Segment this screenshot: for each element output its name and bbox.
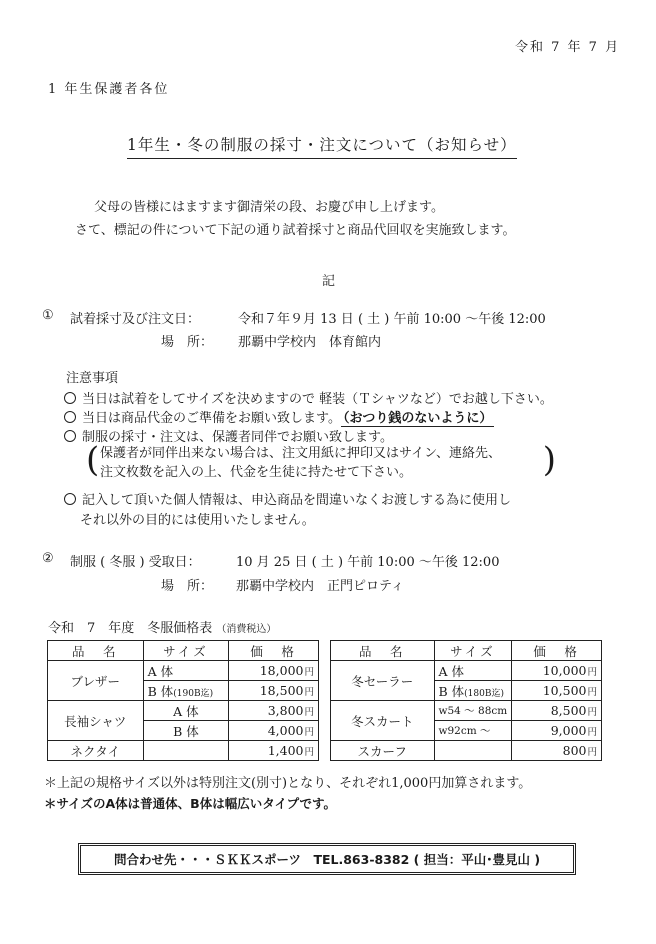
circle-bullet-icon: [64, 430, 76, 442]
addressee: 1 年生保護者各位: [48, 82, 170, 97]
size-note: (190B迄): [173, 688, 214, 699]
section-2-place-value: 那覇中学校内 正門ピロティ: [236, 579, 404, 594]
item-size: [434, 661, 512, 681]
size-label: A 体: [147, 663, 174, 679]
yen-unit: 円: [304, 747, 314, 758]
item-size: [434, 741, 512, 761]
item-price: [512, 741, 602, 761]
header-name: 品 名: [48, 641, 144, 661]
header-price: 価 格: [512, 641, 602, 661]
price-value: 10,000: [542, 663, 587, 678]
price-value: 18,500: [259, 683, 304, 698]
price-value: 18,000: [259, 663, 304, 678]
table-header-row: [48, 641, 319, 661]
item-size: [143, 741, 229, 761]
item-price: [512, 721, 602, 741]
yen-unit: 円: [587, 727, 597, 738]
circle-bullet-icon: [64, 411, 76, 423]
price-table-title: [48, 617, 276, 636]
table-header-row: [331, 641, 602, 661]
yen-unit: 円: [587, 747, 597, 758]
circle-bullet-icon: [64, 493, 76, 505]
item-price: [229, 701, 319, 721]
item-price: [229, 741, 319, 761]
yen-unit: 円: [304, 687, 314, 698]
note-item-2: [64, 407, 494, 426]
item-name: ネクタイ: [48, 741, 144, 761]
table-row: [331, 701, 602, 721]
document-date: 令和 7 年 7 月: [515, 40, 621, 55]
item-name: スカーフ: [331, 741, 435, 761]
table-row: [331, 661, 602, 681]
note-item-3-parenthetical: [86, 440, 556, 480]
header-price: 価 格: [229, 641, 319, 661]
header-name: 品 名: [331, 641, 435, 661]
right-paren: ): [542, 440, 556, 480]
footnote-2: ＊サイズのA体は普通体、B体は幅広いタイプです。: [44, 796, 336, 811]
note-item-4: [64, 489, 511, 508]
table-row: [331, 741, 602, 761]
paren-line-1: 保護者が同伴出来ない場合は、注文用紙に押印又はサイン、連絡先、: [100, 446, 502, 461]
footnote-1: ＊上記の規格サイズ以外は特別注文(別寸)となり、それぞれ1,000円加算されます。: [44, 776, 532, 791]
item-size: w54 ～ 88cm: [434, 701, 512, 721]
circle-bullet-icon: [64, 392, 76, 404]
greeting-line-1: 父母の皆様にはますます御清栄の段、お慶び申し上げます。: [94, 200, 444, 215]
section-2-label: 制服 ( 冬服 ) 受取日：: [70, 555, 201, 570]
size-label: B 体: [147, 683, 174, 699]
item-size: [143, 681, 229, 701]
price-table-right: [330, 640, 602, 761]
table-row: [48, 741, 319, 761]
yen-unit: 円: [587, 687, 597, 698]
section-1-place-label: 場 所：: [161, 335, 214, 350]
tax-note: （消費税込）: [216, 624, 277, 635]
ki-heading: 記: [322, 274, 336, 289]
note-item-1-text: 当日は試着をしてサイズを決めますので 軽装（Ｔシャツなど）でお越し下さい。: [82, 392, 553, 407]
price-table-title-text: 令和 7 年度 冬服価格表: [48, 621, 213, 636]
price-value: 10,500: [542, 683, 587, 698]
yen-unit: 円: [304, 667, 314, 678]
section-1-place-value: 那覇中学校内 体育館内: [238, 335, 382, 350]
greeting-line-2: さて、標記の件について下記の通り試着採寸と商品代回収を実施致します。: [75, 223, 516, 238]
item-price: [512, 681, 602, 701]
table-row: [48, 661, 319, 681]
item-name: ブレザー: [48, 661, 144, 701]
section-2-datetime: 10 月 25 日 ( 土 ) 午前 10:00 ～午後 12:00: [236, 555, 500, 570]
price-value: 8,500: [550, 703, 587, 718]
item-size: [143, 661, 229, 681]
section-1-datetime: 令和７年９月 13 日 ( 土 ) 午前 10:00 ～午後 12:00: [238, 312, 546, 327]
item-size: w92cm ～: [434, 721, 512, 741]
section-2-number: ②: [42, 551, 54, 566]
yen-unit: 円: [587, 667, 597, 678]
price-value: 4,000: [267, 723, 304, 738]
item-name: 冬セーラー: [331, 661, 435, 701]
item-price: [229, 721, 319, 741]
note-item-4-text-1: 記入して頂いた個人情報は、申込商品を間違いなくお渡しする為に使用し: [82, 493, 512, 508]
paren-line-2: 注文枚数を記入の上、代金を生徒に持たせて下さい。: [100, 465, 413, 480]
item-price: [229, 661, 319, 681]
note-item-4-text-2: それ以外の目的には使用いたしません。: [80, 513, 315, 528]
note-item-2-highlight: （おつり銭のないように）: [342, 411, 493, 426]
section-1-label: 試着採寸及び注文日：: [70, 312, 201, 327]
item-price: [512, 701, 602, 721]
item-size: [434, 681, 512, 701]
note-item-3-text: 制服の採寸・注文は、保護者同伴でお願い致します。: [82, 430, 393, 445]
item-size: A 体: [143, 701, 229, 721]
section-1-number: ①: [42, 308, 54, 323]
item-name: 長袖シャツ: [48, 701, 144, 741]
price-value: 9,000: [550, 723, 587, 738]
header-size: サイズ: [434, 641, 512, 661]
size-note: (180B迄): [464, 688, 504, 699]
price-value: 800: [562, 743, 587, 758]
header-size: サイズ: [143, 641, 229, 661]
yen-unit: 円: [304, 727, 314, 738]
size-label: A 体: [438, 663, 465, 679]
price-value: 1,400: [267, 743, 304, 758]
yen-unit: 円: [304, 707, 314, 718]
table-row: [48, 701, 319, 721]
size-label: B 体: [438, 683, 465, 699]
item-size: B 体: [143, 721, 229, 741]
yen-unit: 円: [587, 707, 597, 718]
left-paren: (: [86, 440, 100, 480]
note-item-2-text: 当日は商品代金のご準備をお願い致します。: [82, 411, 341, 426]
contact-box: [78, 843, 576, 875]
item-name: 冬スカート: [331, 701, 435, 741]
notes-heading: 注意事項: [66, 371, 119, 386]
page-title: 1年生・冬の制服の採寸・注文について（お知らせ）: [127, 133, 517, 159]
section-2-place-label: 場 所：: [161, 579, 214, 594]
item-price: [512, 661, 602, 681]
price-table-left: [47, 640, 319, 761]
price-value: 3,800: [267, 703, 304, 718]
note-item-1: [64, 388, 553, 407]
item-price: [229, 681, 319, 701]
contact-text: 問合わせ先・・・ＳＫＫスポーツ TEL.863-8382 ( 担当：平山･豊見山 ): [113, 852, 541, 867]
